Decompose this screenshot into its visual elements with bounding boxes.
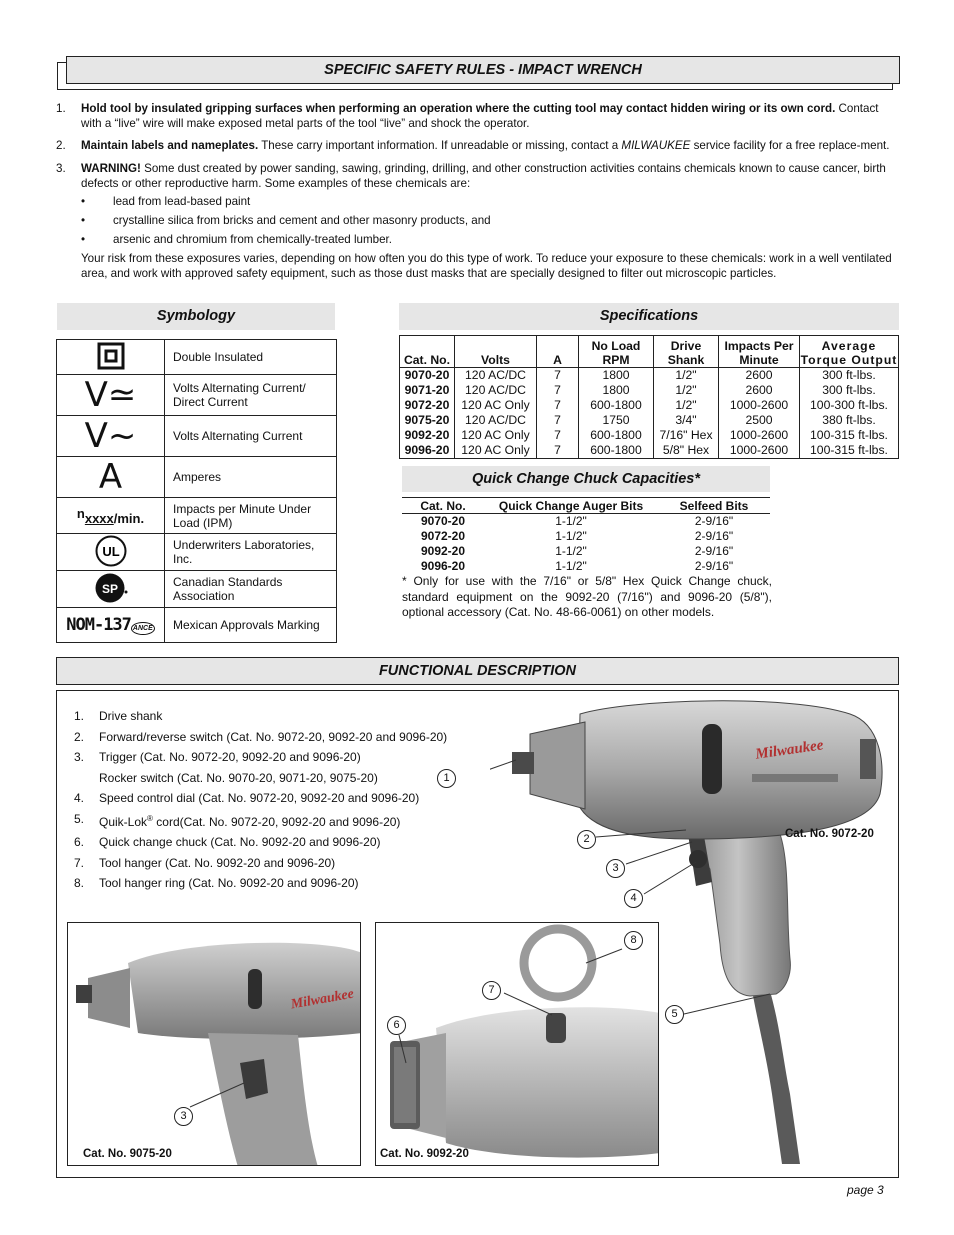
impact-wrench-9092-image: [375, 922, 659, 1166]
list-item: 1. Drive shank: [74, 709, 163, 723]
table-cell: 1-1/2": [555, 529, 587, 543]
cat-no-cell: 9092-20: [400, 428, 455, 443]
amperes-icon: A: [57, 457, 165, 498]
list-item: 6. Quick change chuck (Cat. No. 9092-20 and 9096-20): [74, 835, 381, 849]
list-item: 8. Tool hanger ring (Cat. No. 9092-20 and 9096-20): [74, 876, 359, 890]
page-number: page 3: [847, 1183, 884, 1197]
functional-title: FUNCTIONAL DESCRIPTION: [56, 657, 899, 685]
table-cell: 7: [537, 413, 579, 428]
table-row: [402, 529, 770, 544]
symbol-row: A Amperes: [57, 457, 337, 498]
symbol-row: SP Canadian Standards Association: [57, 571, 337, 608]
table-cell: 300 ft-lbs.: [822, 383, 876, 397]
bullet-item: • arsenic and chromium from chemically-treated lumber.: [81, 233, 392, 246]
table-cell: 5/8" Hex: [654, 443, 719, 459]
table-cell: 3/4": [654, 413, 719, 428]
callout-2: 2: [577, 830, 596, 849]
csa-logo-icon: [57, 571, 165, 608]
table-row: [400, 368, 899, 384]
table-row: [400, 413, 899, 428]
volts-ac-icon: V~: [57, 416, 165, 457]
table-cell: 100-300 ft-lbs.: [810, 398, 888, 412]
table-row: [400, 428, 899, 443]
cat-no-cell: 9075-20: [400, 413, 455, 428]
list-item: 2. Forward/reverse switch (Cat. No. 9072-20, 9092-20 and 9096-20): [74, 729, 448, 744]
callout-1: 1: [437, 769, 456, 788]
functional-list: [74, 706, 514, 894]
table-cell: 120 AC/DC: [455, 413, 537, 428]
table-cell: 300 ft-lbs.: [822, 368, 876, 382]
quick-change-title: Quick Change Chuck Capacities*: [402, 466, 770, 492]
symbol-row: Double Insulated: [57, 340, 337, 375]
table-row: [400, 383, 899, 398]
list-item: 7. Tool hanger (Cat. No. 9092-20 and 9096-20): [74, 855, 336, 870]
spec-header-row: Cat. No. Volts A No Load RPM Drive Shank Impacts Per Minute Average Torque Output: [400, 336, 899, 368]
table-row: [402, 544, 770, 559]
cat-no-cell: 9071-20: [400, 383, 455, 398]
ul-logo-icon: [57, 534, 165, 571]
table-cell: 7: [537, 368, 579, 384]
table-cell: 600-1800: [579, 443, 654, 459]
table-cell: 7: [537, 398, 579, 413]
table-cell: 1/2": [654, 398, 719, 413]
table-cell: 7: [537, 428, 579, 443]
volts-ac-dc-icon: V≃: [57, 375, 165, 416]
list-item: 3. Trigger (Cat. No. 9072-20, 9092-20 and 9096-20): [74, 750, 361, 764]
table-cell: 1/2": [654, 383, 719, 398]
table-cell: 120 AC Only: [455, 443, 537, 459]
table-cell: 2600: [719, 383, 800, 398]
table-row: [400, 398, 899, 413]
list-item: Rocker switch (Cat. No. 9070-20, 9071-20, 9075-20): [99, 770, 378, 785]
list-item: 5. Quik-Lok® cord(Cat. No. 9072-20, 9092-20 and 9096-20): [74, 811, 401, 829]
table-cell: 1-1/2": [555, 559, 587, 573]
brand-mark: Milwaukee: [754, 737, 825, 763]
table-cell: 1/2": [654, 368, 719, 384]
quick-change-note: * Only for use with the 7/16" or 5/8" Hex Quick Change chuck, standard equipment on the 9092-20 (7/16") and 9096-20 (5/8"), optional accessory (Cat. No. 48-66-0061) on other models.: [402, 574, 772, 619]
table-cell: 1000-2600: [719, 443, 800, 459]
caption-9075: Cat. No. 9075-20: [83, 1148, 172, 1160]
callout-4: 4: [624, 889, 643, 908]
table-cell: 2600: [719, 368, 800, 384]
table-cell: 1000-2600: [719, 398, 800, 413]
cat-no-cell: 9096-20: [420, 559, 466, 573]
table-cell: 1-1/2": [555, 544, 587, 558]
caption-9092: Cat. No. 9092-20: [380, 1148, 469, 1160]
table-row: [402, 559, 770, 574]
brand-mark-left: Milwaukee: [289, 986, 356, 1013]
safety-rule-2: 2. Maintain labels and nameplates. These carry important information. If unreadable or missing, contact a MILWAUKEE service facility for a free replace-ment.: [56, 139, 890, 152]
symbol-row: nxxxx/min. Impacts per Minute Under Load (IPM): [57, 498, 337, 534]
qc-header-row: Cat. No. Quick Change Auger Bits Selfeed Bits: [402, 498, 770, 514]
cat-no-cell: 9070-20: [420, 514, 466, 528]
caption-9072: Cat. No. 9072-20: [785, 828, 874, 840]
cat-no-cell: 9096-20: [400, 443, 455, 459]
symbol-row: V≃ Volts Alternating Current/ Direct Current: [57, 375, 337, 416]
bullet-item: • crystalline silica from bricks and cement and other masonry products, and: [81, 214, 491, 227]
table-cell: 1750: [579, 413, 654, 428]
table-cell: 7: [537, 383, 579, 398]
callout-7: 7: [482, 981, 501, 1000]
table-cell: 2-9/16": [694, 544, 734, 558]
nom-logo-icon: NOM-137 ANCE: [57, 608, 165, 643]
callout-3: 3: [606, 859, 625, 878]
list-item: 4. Speed control dial (Cat. No. 9072-20, 9092-20 and 9096-20): [74, 791, 420, 805]
table-row: [400, 443, 899, 459]
double-insulated-icon: [57, 340, 165, 375]
table-cell: 120 AC Only: [455, 398, 537, 413]
table-cell: 1800: [579, 368, 654, 384]
cat-no-cell: 9092-20: [420, 544, 466, 558]
ipm-icon: nxxxx/min.: [57, 498, 165, 534]
table-cell: 120 AC Only: [455, 428, 537, 443]
bullet-item: • lead from lead-based paint: [81, 195, 251, 208]
safety-rule-3: 3. WARNING! Some dust created by power sanding, sawing, grinding, drilling, and other construction activities contains chemicals known to cause cancer, birth defects or other reproductive harm. Some examples of these chemicals are: • lead from lead-based paint • crystalline silica from bricks and cement and other masonry products, and • arsenic and chromium from chemically-treated lumber. Your risk from these exposures varies, depending on how often you do this type of work. To reduce your exposure to these chemicals: work in a well ventilated area, and work with approved safety equipment, such as those dust masks that are specially designed to filter out microscopic particles.: [56, 161, 898, 281]
table-cell: 1800: [579, 383, 654, 398]
table-cell: 2-9/16": [694, 514, 734, 528]
table-cell: 2-9/16": [694, 529, 734, 543]
ul-logo-glyph: UL: [101, 543, 120, 559]
table-cell: 100-315 ft-lbs.: [810, 428, 888, 442]
safety-title: SPECIFIC SAFETY RULES - IMPACT WRENCH: [66, 56, 900, 84]
table-row: [402, 514, 770, 530]
callout-6: 6: [387, 1016, 406, 1035]
symbol-row: NOM-137 ANCE Mexican Approvals Marking: [57, 608, 337, 643]
callout-3-left: 3: [174, 1107, 193, 1126]
table-cell: 7/16" Hex: [654, 428, 719, 443]
symbol-row: V~ Volts Alternating Current: [57, 416, 337, 457]
specifications-table: [399, 335, 899, 459]
symbology-title: Symbology: [57, 303, 335, 330]
table-cell: 120 AC/DC: [455, 368, 537, 384]
table-cell: 2-9/16": [694, 559, 734, 573]
symbology-table: [56, 339, 337, 643]
quick-change-table: [402, 497, 770, 574]
cat-no-cell: 9072-20: [420, 529, 466, 543]
table-cell: 1000-2600: [719, 428, 800, 443]
table-cell: 600-1800: [579, 428, 654, 443]
table-cell: 600-1800: [579, 398, 654, 413]
table-cell: 2500: [719, 413, 800, 428]
table-cell: 100-315 ft-lbs.: [810, 443, 888, 457]
table-cell: 120 AC/DC: [455, 383, 537, 398]
safety-rule-1: 1. Hold tool by insulated gripping surfaces when performing an operation where the cutting tool may contact hidden wiring or its own cord. Contact with a “live” wire will make exposed metal parts of the tool “live” and shock the operator.: [56, 102, 879, 130]
impact-wrench-9075-image: [67, 922, 361, 1166]
symbol-row: UL Underwriters Laboratories, Inc.: [57, 534, 337, 571]
cat-no-cell: 9070-20: [400, 368, 455, 384]
table-cell: 380 ft-lbs.: [822, 413, 876, 427]
specifications-title: Specifications: [399, 303, 899, 330]
csa-logo-glyph: SP: [101, 581, 118, 596]
cat-no-cell: 9072-20: [400, 398, 455, 413]
callout-8: 8: [624, 931, 643, 950]
safety-rules: [56, 101, 898, 286]
callout-5: 5: [665, 1005, 684, 1024]
table-cell: 1-1/2": [555, 514, 587, 528]
table-cell: 7: [537, 443, 579, 459]
